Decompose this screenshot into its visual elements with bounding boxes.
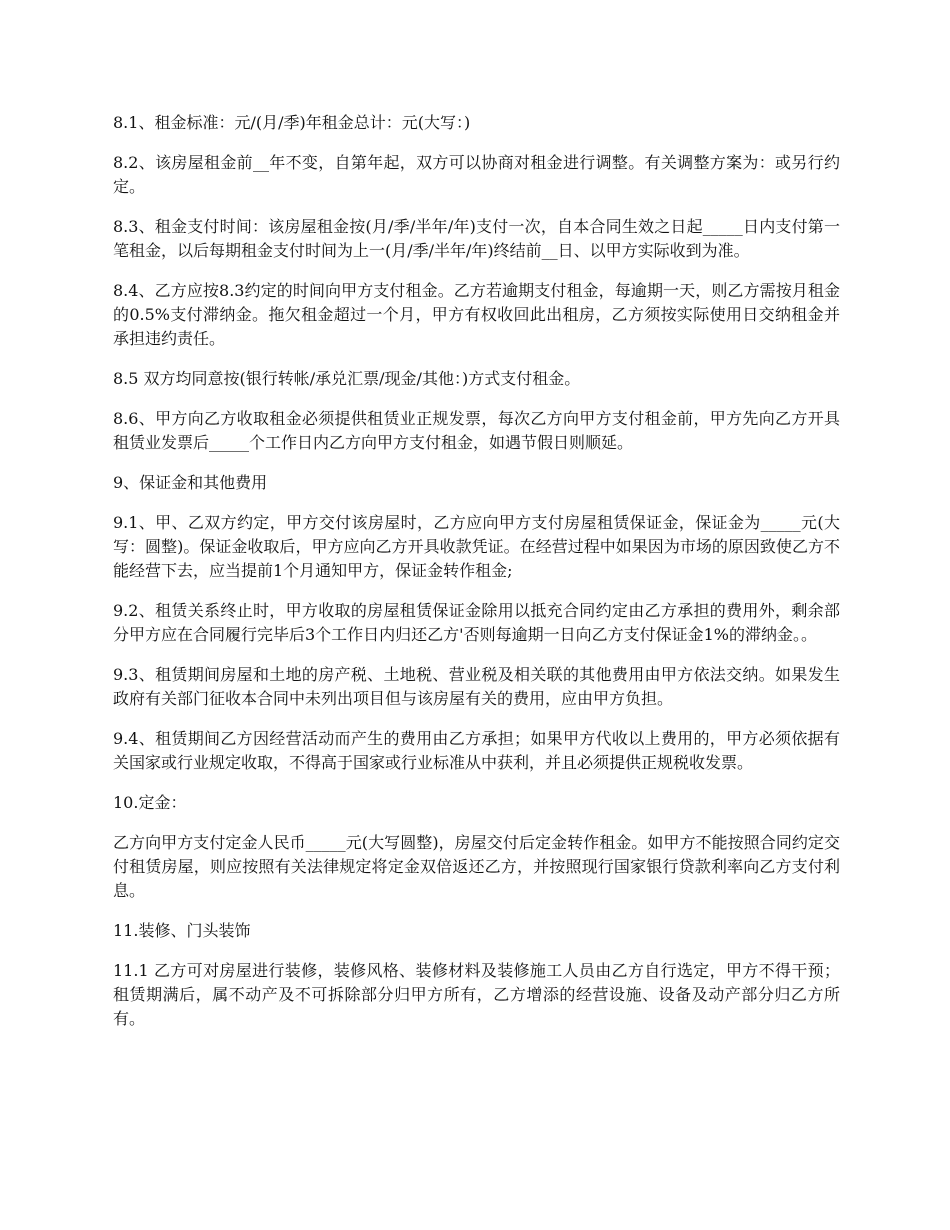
clause-8-2: 8.2、该房屋租金前__年不变，自第年起，双方可以协商对租金进行调整。有关调整方案为：或另行约定。 — [113, 153, 840, 196]
clause-9-2: 9.2、租赁关系终止时，甲方收取的房屋租赁保证金除用以抵充合同约定由乙方承担的费用外，剩余部分甲方应在合同履行完毕后3个工作日内归还乙方'否则每逾期一日向乙方支付保证金1%的滞纳金。。 — [113, 601, 840, 644]
clause-8-3: 8.3、租金支付时间：该房屋租金按(月/季/半年/年)支付一次，自本合同生效之日起_____日内支付第一笔租金，以后每期租金支付时间为上一(月/季/半年/年)终结前__日、以甲方实际收到为准。 — [113, 217, 840, 260]
clause-9-3: 9.3、租赁期间房屋和土地的房产税、土地税、营业税及相关联的其他费用由甲方依法交纳。如果发生政府有关部门征收本合同中未列出项目但与该房屋有关的费用，应由甲方负担。 — [113, 665, 840, 708]
section-11-heading: 11.装修、门头装饰 — [113, 921, 251, 940]
section-9-heading: 9、保证金和其他费用 — [113, 473, 268, 492]
clause-8-4: 8.4、乙方应按8.3约定的时间向甲方支付租金。乙方若逾期支付租金，每逾期一天，则乙方需按月租金的0.5%支付滞纳金。拖欠租金超过一个月，甲方有权收回此出租房，乙方须按实际使用日交纳租金并承担违约责任。 — [113, 281, 840, 348]
clause-10-body: 乙方向甲方支付定金人民币_____元(大写圆整)，房屋交付后定金转作租金。如甲方不能按照合同约定交付租赁房屋，则应按照有关法律规定将定金双倍返还乙方，并按照现行国家银行贷款利率向乙方支付利息。 — [113, 833, 840, 900]
clause-11-1: 11.1 乙方可对房屋进行装修，装修风格、装修材料及装修施工人员由乙方自行选定，甲方不得干预；租赁期满后，属不动产及不可拆除部分归甲方所有，乙方增添的经营设施、设备及动产部分归乙方所有。 — [113, 961, 840, 1028]
clause-8-1: 8.1、租金标准：元/(月/季)年租金总计：元(大写：) — [113, 113, 471, 132]
document-page — [113, 111, 840, 1047]
clause-8-5: 8.5 双方均同意按(银行转帐/承兑汇票/现金/其他：)方式支付租金。 — [113, 369, 581, 388]
clause-9-1: 9.1、甲、乙双方约定，甲方交付该房屋时，乙方应向甲方支付房屋租赁保证金，保证金为_____元(大写：圆整)。保证金收取后，甲方应向乙方开具收款凭证。在经营过程中如果因为市场的原因致使乙方不能经营下去，应当提前1个月通知甲方，保证金转作租金; — [113, 513, 840, 580]
clause-9-4: 9.4、租赁期间乙方因经营活动而产生的费用由乙方承担；如果甲方代收以上费用的，甲方必须依据有关国家或行业规定收取，不得高于国家或行业标准从中获利，并且必须提供正规税收发票。 — [113, 729, 840, 772]
clause-8-6: 8.6、甲方向乙方收取租金必须提供租赁业正规发票，每次乙方向甲方支付租金前，甲方先向乙方开具租赁业发票后_____个工作日内乙方向甲方支付租金，如遇节假日则顺延。 — [113, 409, 840, 452]
section-10-heading: 10.定金： — [113, 793, 187, 812]
